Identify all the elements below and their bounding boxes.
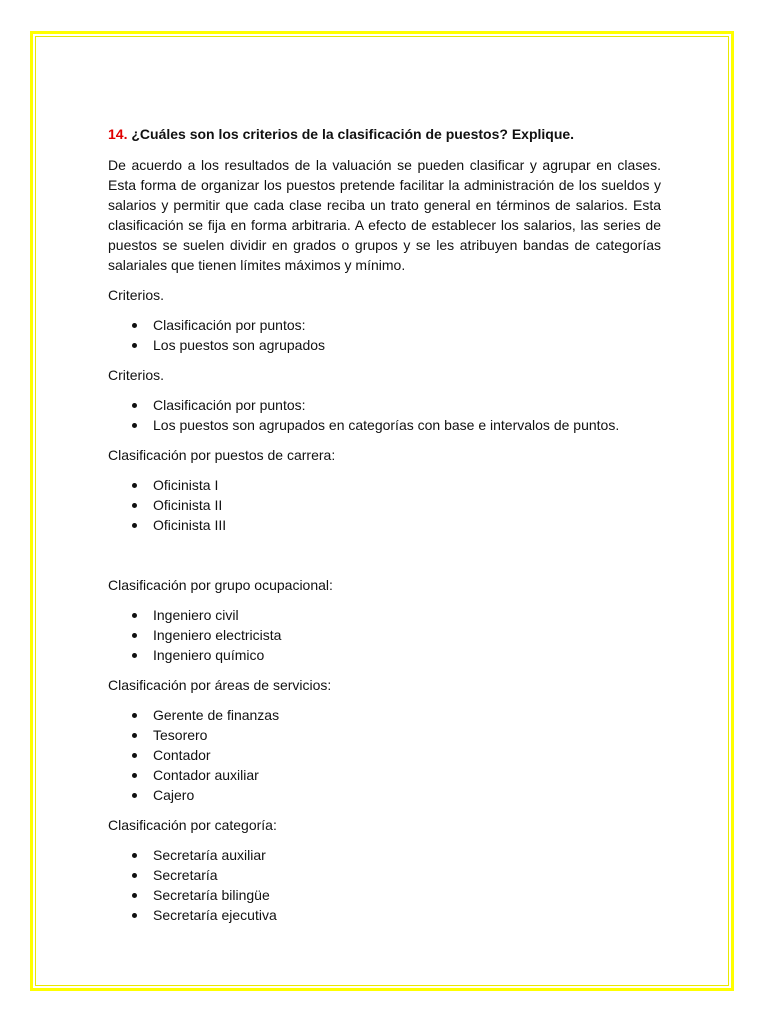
bullet-icon [132, 403, 137, 408]
list-item [108, 865, 661, 885]
bullet-icon [132, 523, 137, 528]
bullet-icon [132, 913, 137, 918]
list-item-text: Clasificación por puntos: [153, 317, 306, 333]
list-item [108, 515, 661, 535]
bullet-icon [132, 503, 137, 508]
question-number: 14. [108, 126, 128, 142]
list-item-text: Cajero [153, 787, 195, 803]
list-item [108, 905, 661, 925]
bullet-icon [132, 713, 137, 718]
list-item-text: Secretaría bilingüe [153, 887, 270, 903]
bullet-list [108, 605, 661, 665]
bullet-icon [132, 653, 137, 658]
section-label: Clasificación por grupo ocupacional: [108, 577, 333, 593]
bullet-icon [132, 343, 137, 348]
bullet-list [108, 395, 661, 435]
list-item [108, 765, 661, 785]
list-item-text: Oficinista III [153, 517, 227, 533]
list-item [108, 885, 661, 905]
section-label: Clasificación por categoría: [108, 817, 277, 833]
list-item-text: Ingeniero químico [153, 647, 265, 663]
list-item-text: Oficinista II [153, 497, 223, 513]
section-label: Clasificación por áreas de servicios: [108, 677, 332, 693]
list-item [108, 745, 661, 765]
bullet-list [108, 845, 661, 925]
question-text: ¿Cuáles son los criterios de la clasificación de puestos? Explique. [131, 126, 575, 142]
question-heading [108, 125, 661, 143]
bullet-icon [132, 793, 137, 798]
document-page [30, 31, 734, 991]
list-item-text: Contador auxiliar [153, 767, 259, 783]
document-content [108, 125, 661, 935]
list-item-text: Secretaría [153, 867, 218, 883]
list-item-text: Ingeniero civil [153, 607, 239, 623]
list-item [108, 785, 661, 805]
list-item [108, 475, 661, 495]
list-item [108, 315, 661, 335]
list-item-text: Clasificación por puntos: [153, 397, 306, 413]
list-item-text: Secretaría ejecutiva [153, 907, 277, 923]
bullet-icon [132, 323, 137, 328]
bullet-icon [132, 613, 137, 618]
list-item-text: Tesorero [153, 727, 208, 743]
list-item-text: Oficinista I [153, 477, 219, 493]
section-label: Criterios. [108, 367, 165, 383]
list-item [108, 725, 661, 745]
list-item [108, 495, 661, 515]
bullet-icon [132, 853, 137, 858]
list-item [108, 625, 661, 645]
bullet-icon [132, 753, 137, 758]
bullet-list [108, 315, 661, 355]
answer-paragraph: De acuerdo a los resultados de la valuación se pueden clasificar y agrupar en clases. Esta forma de organizar los puestos pretende facilitar la administración de los sueldos y salarios y permitir que cada clase reciba un trato general en términos de salarios. Esta clasificación se fija en forma arbitraria. A efecto de establecer los salarios, las series de puestos se suelen dividir en grados o grupos y se les atribuyen bandas de categorías salariales que tienen límites máximos y mínimo. [108, 157, 661, 273]
list-item-text: Gerente de finanzas [153, 707, 280, 723]
list-item-text: Los puestos son agrupados [153, 337, 326, 353]
list-item [108, 645, 661, 665]
bullet-icon [132, 733, 137, 738]
bullet-icon [132, 773, 137, 778]
list-item [108, 705, 661, 725]
list-item [108, 395, 661, 415]
section-label: Clasificación por puestos de carrera: [108, 447, 336, 463]
bullet-icon [132, 483, 137, 488]
list-item-text: Contador [153, 747, 211, 763]
list-item-text: Ingeniero electricista [153, 627, 282, 643]
bullet-icon [132, 873, 137, 878]
bullet-list [108, 475, 661, 535]
list-item [108, 415, 661, 435]
list-item [108, 605, 661, 625]
list-item [108, 845, 661, 865]
list-item-text: Secretaría auxiliar [153, 847, 266, 863]
bullet-icon [132, 893, 137, 898]
spacer [108, 545, 661, 575]
bullet-icon [132, 633, 137, 638]
bullet-icon [132, 423, 137, 428]
list-item-text: Los puestos son agrupados en categorías con base e intervalos de puntos. [153, 417, 620, 433]
list-item [108, 335, 661, 355]
bullet-list [108, 705, 661, 805]
section-label: Criterios. [108, 287, 165, 303]
